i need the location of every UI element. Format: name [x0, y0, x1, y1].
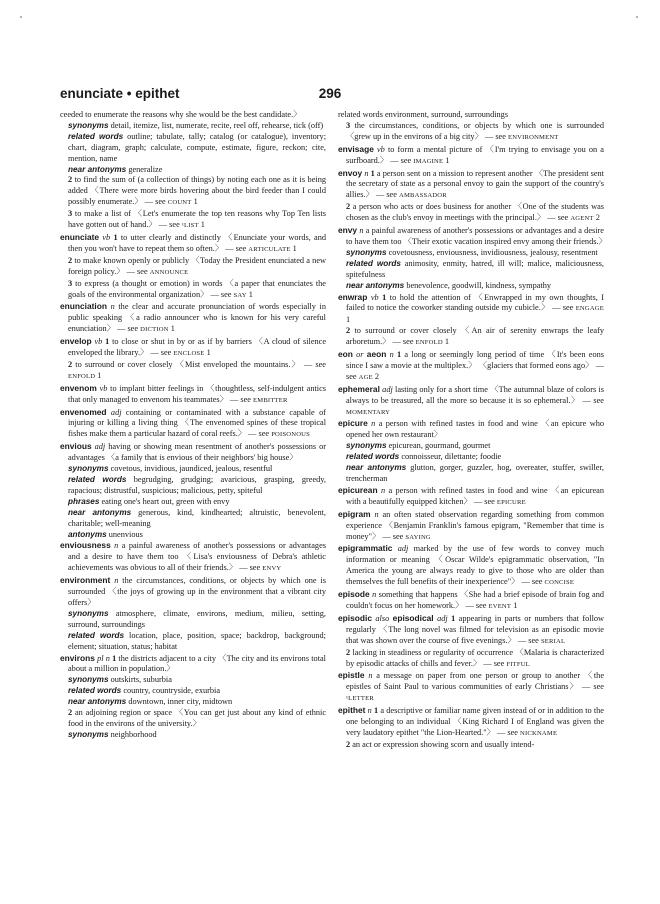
dictionary-entry-line: envy n a painful awareness of another's possessions or advantages and a desire to have them too 〈Their exotic vacation inspired envy among their friends.〉 [338, 225, 607, 246]
dictionary-entry-line: eon or aeon n 1 a long or seemingly long period of time 〈It's been eons since I saw a movie at the multiplex.〉 〈glaciers that formed eons ago〉 — see AGE 2 [338, 349, 605, 381]
dictionary-entry-line: near antonyms generous, kind, kindhearted; altruistic, benevolent, charitable; well-meaning [68, 507, 326, 528]
dictionary-entry-line: environment n the circumstances, conditions, or objects by which one is surrounded 〈the joys of growing up in the environment that a vibrant city offers〉 [60, 575, 327, 607]
dictionary-entry-line: 2 to surround or cover closely 〈An air of serenity enwraps the leafy arboretum.〉 — see ENFOLD 1 [346, 326, 604, 347]
dictionary-entry-line: near antonyms benevolence, goodwill, kindness, sympathy [346, 280, 552, 290]
dictionary-entry-line: 3 to express (a thought or emotion) in words 〈a paper that enunciates the goals of the environmental organization〉 — see SAY 1 [68, 278, 326, 299]
dictionary-entry-line: 2 to surround or cover closely 〈Mist enveloped the mountains.〉 — see ENFOLD 1 [68, 359, 326, 380]
dictionary-entry-line: ephemeral adj lasting only for a short time 〈The autumnal blaze of colors is always to be treasured, all the more so because it is so ephemeral.〉 — see MOMENTARY [338, 383, 604, 416]
dictionary-entry-line: synonyms covetous, invidious, jaundiced, jealous, resentful [68, 464, 273, 474]
dictionary-entry-line: 2 an act or expression showing scorn and usually intend- [346, 739, 535, 749]
dictionary-entry-line: epicure n a person with refined tastes in food and wine 〈an epicure who opened her own restaurant〉 [338, 418, 605, 440]
dictionary-entry-line: phrases eating one's heart out, green with envy [68, 496, 230, 506]
dictionary-entry-line: enviousness n a painful awareness of another's possessions or advantages and a desire to have them too 〈Lisa's enviousness of Debra's athletic achievements was obvious to all of their friends.〉 — see ENVY [60, 540, 326, 573]
running-head: enunciate • epithet [60, 86, 180, 101]
page-header [60, 86, 600, 106]
dictionary-entry-line: synonyms covetousness, enviousness, invidiousness, jealousy, resentment [346, 247, 598, 257]
dictionary-entry-line: enwrap vb 1 to hold the attention of 〈Enwrapped in my own thoughts, I failed to notice the coworker standing outside my cubicle.〉 — see ENGAGE 1 [338, 291, 605, 325]
dictionary-entry-line: 3 to make a list of 〈Let's enumerate the top ten reasons why Top Ten lists have gotten out of hand.〉 — see ¹LIST 1 [68, 209, 326, 230]
dictionary-entry-line: enunciation n the clear and accurate pronunciation of words especially in public speaking 〈a radio announcer who is known for his very careful enunciation〉 — see DICTION 1 [60, 301, 326, 334]
scan-speck [20, 16, 22, 18]
dictionary-entry-line: 3 the circumstances, conditions, or objects by which one is surrounded 〈grew up in the environs of a big city〉 — see ENVIRONMENT [346, 120, 604, 141]
dictionary-entry-line: epicurean n a person with refined tastes in food and wine 〈an epicurean with a beautifully equipped kitchen〉 — see EPICURE [338, 484, 605, 506]
dictionary-entry-line: 2 to make known openly or publicly 〈Today the President enunciated a new foreign policy.〉 — see ANNOUNCE [68, 255, 326, 276]
dictionary-entry-line: envious adj having or showing mean resentment of another's possessions or advantages 〈a family that is envious of their neighbors' big house〉 [60, 441, 326, 463]
dictionary-entry-line: related words connoisseur, dilettante; foodie [346, 452, 502, 462]
dictionary-entry-line: epigrammatic adj marked by the use of few words to convey much information or meaning 〈Oscar Wilde's epigrammatic observation, "In America the young are always ready to give to those who are older than themselves the full benefits of their inexperience"〉 — see CONCISE [338, 543, 604, 587]
dictionary-entry-line: related words country, countryside, exurbia [68, 686, 221, 696]
left-column [60, 110, 326, 741]
dictionary-entry-line: related words begrudging, grudging; avaricious, grasping, greedy, rapacious; distrustful, suspicious; malicious, petty, spiteful [68, 475, 326, 495]
scan-speck [636, 16, 638, 18]
dictionary-entry-line: related words outline; tabulate, tally; catalog (or catalogue), inventory; chart, diagram, graph; calculate, compute, estimate, figure, reckon; cite, mention, name [68, 131, 326, 163]
dictionary-entry-line: synonyms outskirts, suburbia [68, 675, 172, 685]
dictionary-entry-line: near antonyms downtown, inner city, midtown [68, 697, 233, 707]
dictionary-entry-line: epithet n 1 a descriptive or familiar name given instead of or in addition to the one belonging to an individual 〈King Richard I of England was given the very laudatory epithet "the Lion-Hearted."〉 — see NICKNAME [338, 705, 604, 737]
dictionary-entry-line: episode n something that happens 〈She had a brief episode of brain fog and couldn't focus on her homework.〉 — see EVENT 1 [338, 589, 604, 610]
dictionary-entry-line: envisage vb to form a mental picture of 〈I'm trying to envisage you on a surfboard.〉 — see IMAGINE 1 [338, 143, 604, 165]
dictionary-entry-line: related words location, place, position, space; backdrop, background; element; situation, status; habitat [68, 630, 326, 651]
dictionary-entry-line: synonyms epicurean, gourmand, gourmet [346, 441, 491, 451]
dictionary-entry-line: 2 lacking in steadiness or regularity of occurrence 〈Malaria is characterized by episodic attacks of chills and fever.〉 — see FITFUL [346, 647, 604, 668]
dictionary-entry-line: related words environment, surround, surroundings [338, 110, 509, 119]
dictionary-entry-line: synonyms atmosphere, climate, environs, medium, milieu, setting, surround, surroundings [68, 608, 326, 629]
dictionary-entry-line: envelop vb 1 to close or shut in by or as if by barriers 〈A cloud of silence enveloped the library.〉 — see ENCLOSE 1 [60, 336, 327, 358]
dictionary-entry-line: episodic also episodical adj 1 appearing in parts or numbers that follow regularly 〈The long novel was filmed for television as an episodic movie that was shown over the course of five evenings.〉 — see SERIAL [338, 612, 605, 645]
dictionary-entry-line: envoy n 1 a person sent on a mission to represent another 〈The president sent the secretary of state as a personal envoy to gain the support of the country's allies.〉 — see AMBASSADOR [338, 167, 604, 200]
dictionary-entry-line: 2 an adjoining region or space 〈You can get just about any kind of ethnic food in the environs of the university.〉 [68, 708, 326, 728]
right-column [338, 110, 607, 751]
dictionary-entry-line: ceeded to enumerate the reasons why she would be the best candidate.〉 [60, 110, 302, 119]
dictionary-entry-line: 2 a person who acts or does business for another 〈One of the students was chosen as the club's envoy in meetings with the principal.〉 — see AGENT 2 [346, 202, 604, 223]
dictionary-entry-line: synonyms detail, itemize, list, numerate, recite, reel off, rehearse, tick (off) [68, 120, 324, 130]
page-number: 296 [318, 86, 342, 101]
dictionary-entry-line: epistle n a message on paper from one person or group to another 〈the epistles of Saint Paul to various communities of early Christians〉 — see ¹LETTER [338, 670, 604, 703]
dictionary-entry-line: near antonyms generalize [68, 164, 163, 174]
dictionary-entry-line: related words animosity, enmity, hatred, ill will; malice, maliciousness, spitefulness [346, 258, 604, 279]
dictionary-entry-line: epigram n an often stated observation regarding something from common experience 〈Benjamin Franklin's famous epigram, "Remember that time is money"〉 — see SAYING [338, 508, 605, 541]
dictionary-entry-line: envenomed adj containing or contaminated with a substance capable of injuring or killing a living thing 〈The envenomed spines of these tropical fishes make them a particular hazard of coral reefs.〉 — see POISONOUS [60, 406, 327, 439]
dictionary-entry-line: 2 to find the sum of (a collection of things) by noting each one as it is being added 〈There were more birds hovering about the bird feeder than I could possibly enumerate.〉 — see COUNT 1 [68, 175, 326, 207]
dictionary-entry-line: environs pl n 1 the districts adjacent to a city 〈The city and its environs total about a million in population.〉 [60, 652, 326, 674]
dictionary-entry-line: synonyms neighborhood [68, 729, 157, 739]
dictionary-entry-line: enunciate vb 1 to utter clearly and distinctly 〈Enunciate your words, and then you won't have to repeat them so often.〉 — see ARTICULATE 1 [60, 231, 327, 253]
dictionary-entry-line: antonyms unenvious [68, 529, 143, 539]
dictionary-entry-line: envenom vb to implant bitter feelings in 〈thoughtless, self-indulgent antics that only managed to envenom his teammates〉 — see EMBITTER [60, 382, 326, 404]
dictionary-entry-line: near antonyms glutton, gorger, guzzler, hog, overeater, stuffer, swiller, trencherman [346, 463, 604, 483]
